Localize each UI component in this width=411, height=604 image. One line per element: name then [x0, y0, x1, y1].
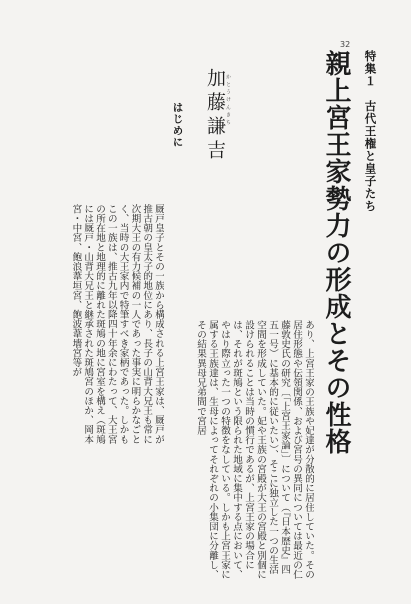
series-label: 特集１ 古代王権と皇子たち	[363, 50, 378, 213]
body-text-upper: 厩戸皇子とその一族から構成される上宮王家は、厩戸が推古朝の皇太子的地位にあり、長子の山背大兄王も常に次期大王の有力候補の一人であった事実に明らかなごとく、当時の大王家内で特筆すべき家柄であった。しかもこの一族は、推古九年以降四十年余にわたって、大王宮の所在地と地理的に離れた斑鳩の地に宮室を構え（斑鳩には厩戸・山背大兄王と継承された斑鳩宮のほか、岡本宮・中宮、飽浪葦垣宮、飽波葦墻宮等が	[70, 204, 164, 444]
article-title: 親上宮王家勢力の形成とその性格	[321, 50, 351, 455]
body-text-lower: あり、上宮王家の王族や妃達が分散的に居住していた。その居住形態や伝領関係、および宮号の異同については最近の仁藤敦史氏の研究〔「上宮王家論」〕について（『日本歴史』四五一号）に基本的に従いたい）、そこに独立した一つの生活空間を形成していた。妃や王族の宮殿が大王の宮殿と別個に設けられることは当時の慣行であるが、上宮王家の場合には、それが斑鳩という限られた地域に集中する点において、やはり際立った一つの特徴をなしている。しかも上宮王家に属する王族達は、生母によってそれぞれの小集団に分離し、その結果異母兄弟間で宮居	[195, 320, 314, 580]
section-heading: はじめに	[171, 102, 184, 148]
author-ruby: かとうけんきち	[225, 74, 231, 128]
page-number: 32	[340, 40, 351, 49]
author-name: 加藤謙吉	[204, 68, 226, 164]
